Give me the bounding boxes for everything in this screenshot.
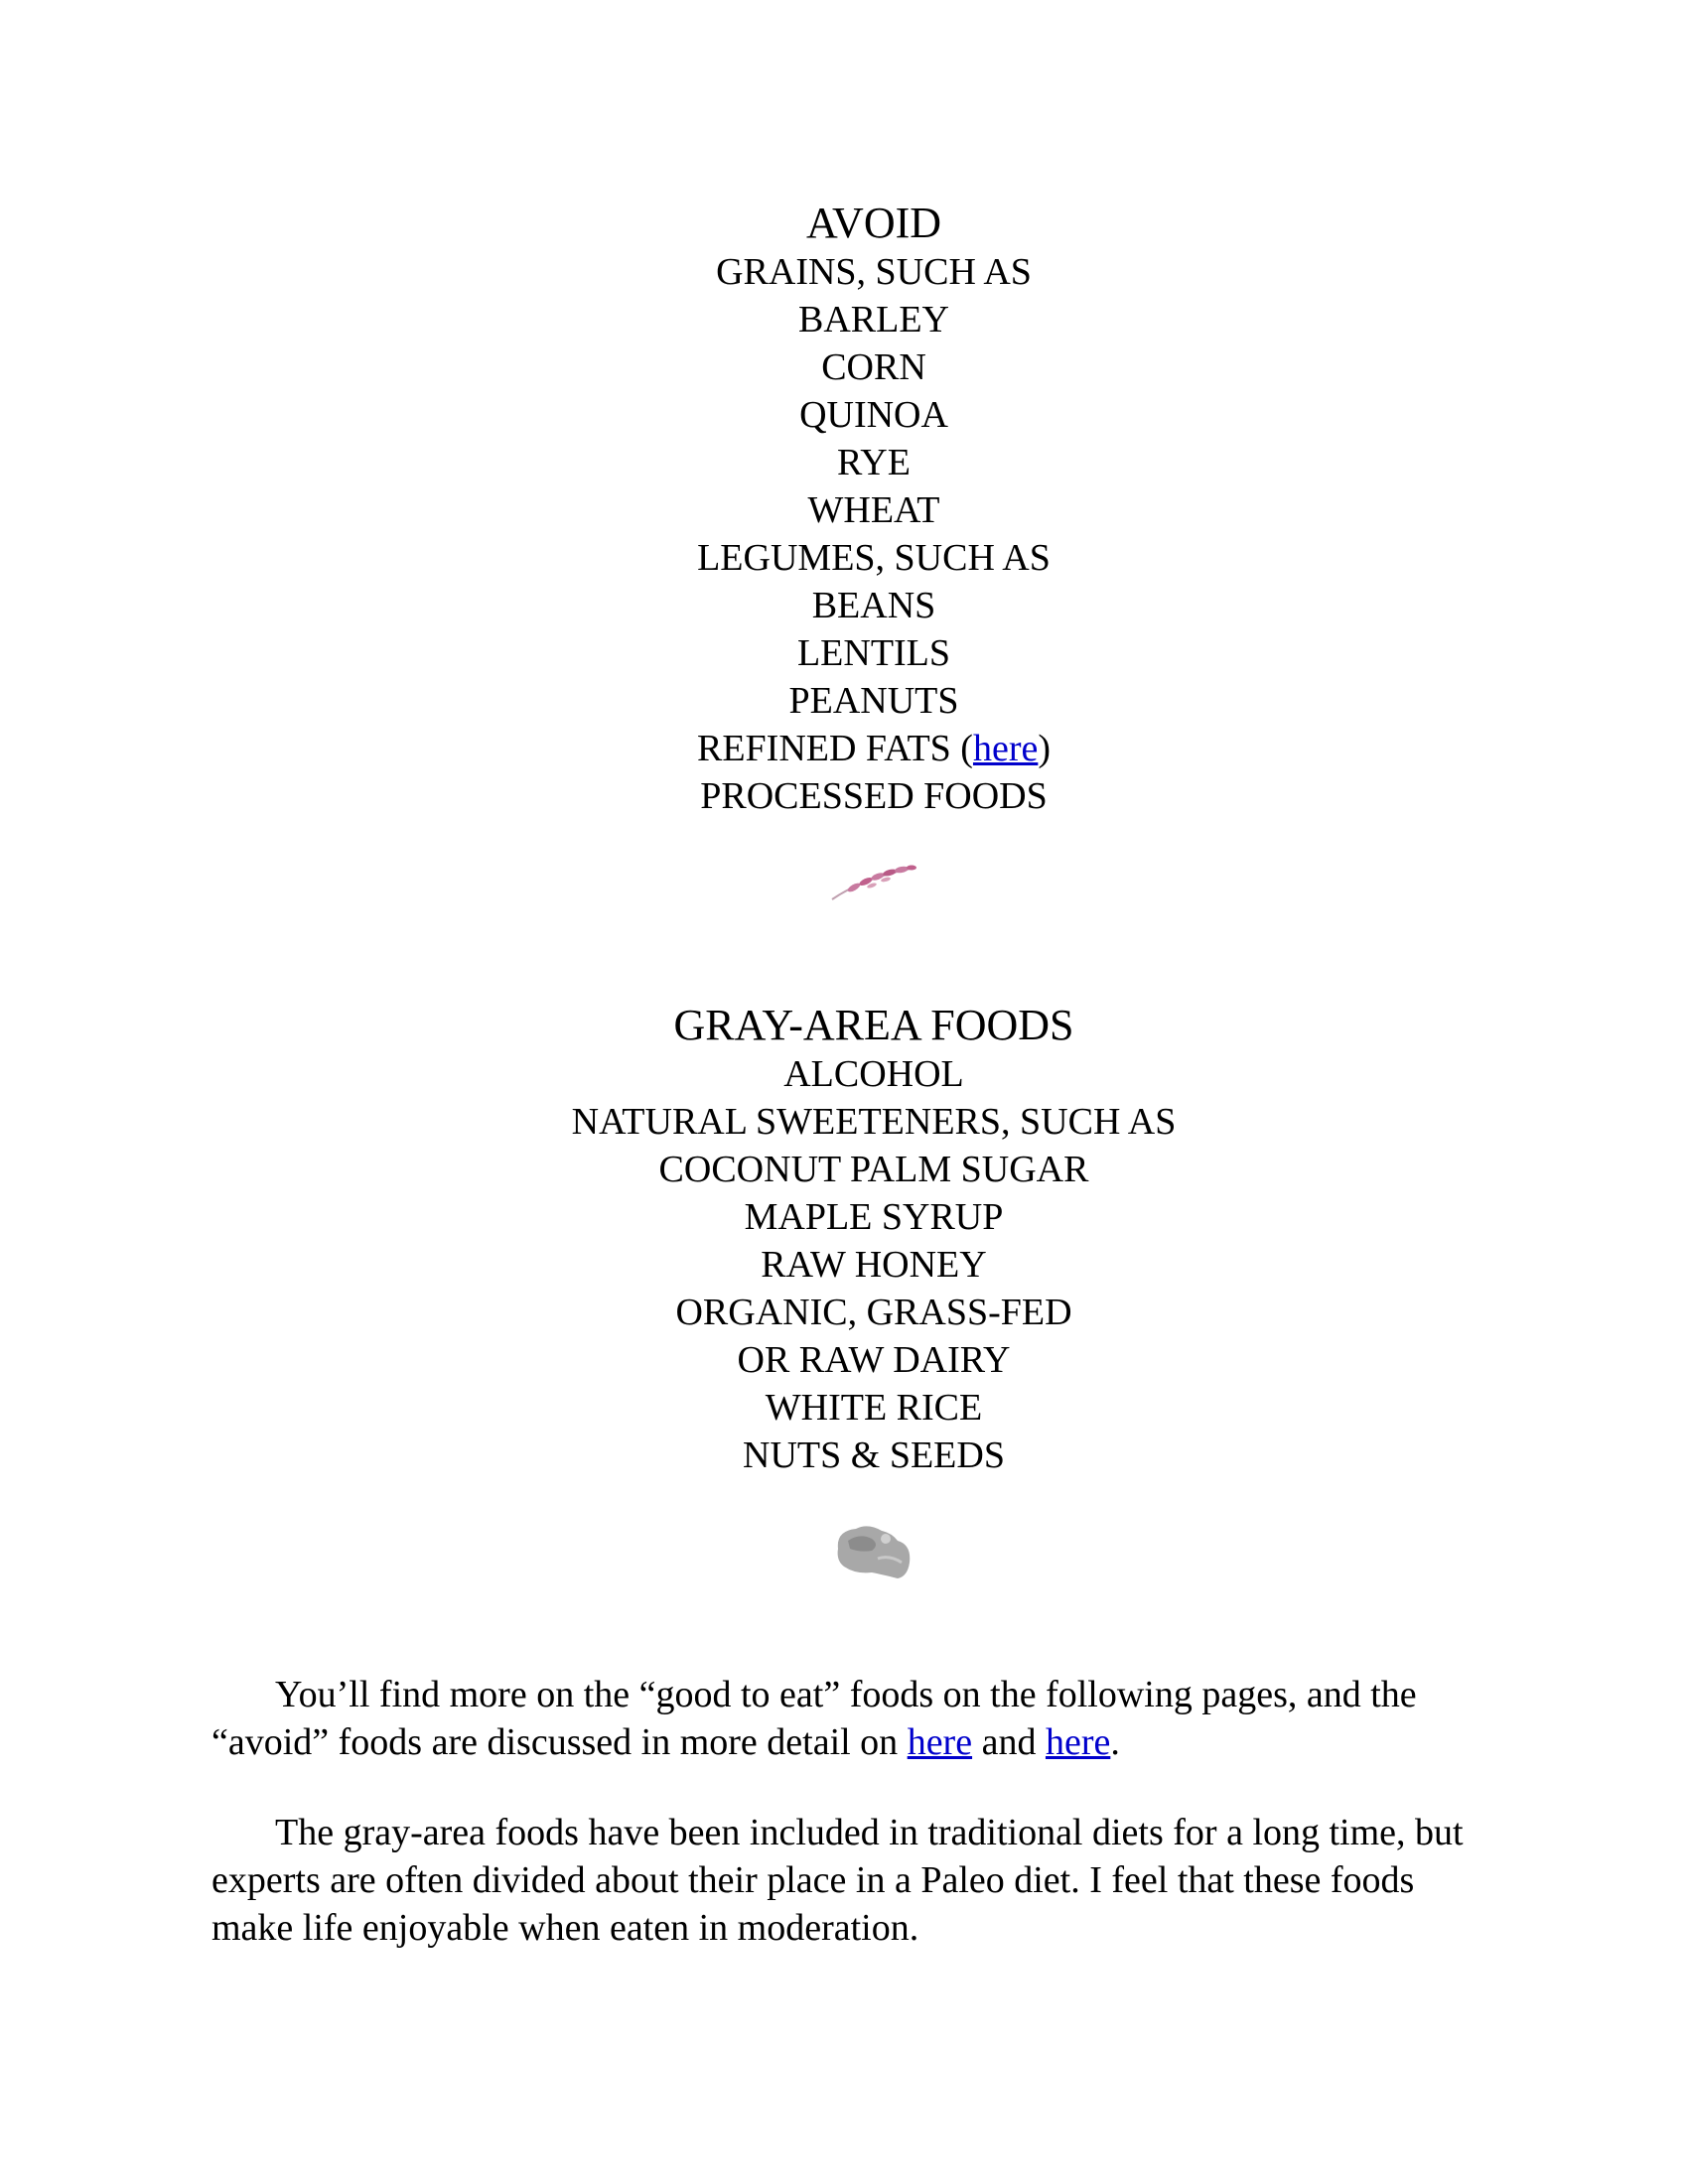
avoid-item: RYE bbox=[837, 442, 911, 483]
paragraph-text: The gray-area foods have been included in traditional diets for a long time, but experts are often divided about their place in a Paleo diet. I feel that these foods make life enjoyable when eaten in moderation. bbox=[211, 1812, 1464, 1949]
avoid-item: WHEAT bbox=[807, 489, 940, 531]
here-link-2[interactable]: here bbox=[1045, 1721, 1111, 1763]
refined-fats-close: ) bbox=[1038, 728, 1052, 769]
gray-area-item: ORGANIC, GRASS-FED bbox=[675, 1292, 1072, 1333]
gray-area-heading: GRAY-AREA FOODS bbox=[673, 1001, 1074, 1049]
avoid-item: PROCESSED FOODS bbox=[700, 775, 1048, 817]
avoid-list bbox=[0, 199, 1688, 820]
gray-area-item: OR RAW DAIRY bbox=[737, 1339, 1011, 1381]
paragraph-text: . bbox=[1110, 1721, 1120, 1763]
avoid-item: CORN bbox=[821, 346, 926, 388]
avoid-item: QUINOA bbox=[799, 394, 948, 436]
gray-area-item: NUTS & SEEDS bbox=[743, 1434, 1005, 1476]
gray-area-item: MAPLE SYRUP bbox=[744, 1196, 1004, 1238]
avoid-item: BEANS bbox=[811, 585, 936, 626]
avoid-item: BARLEY bbox=[798, 299, 949, 341]
paragraph-text: You’ll find more on the “good to eat” foods on the following pages, and the “avoid” foods are discussed in more detail on bbox=[211, 1674, 1417, 1763]
gray-area-list bbox=[0, 1001, 1688, 1479]
avoid-item: GRAINS, SUCH AS bbox=[716, 251, 1032, 293]
gray-area-item: ALCOHOL bbox=[783, 1053, 964, 1095]
avoid-item: LEGUMES, SUCH AS bbox=[697, 537, 1051, 579]
here-link-1[interactable]: here bbox=[907, 1721, 973, 1763]
gray-area-item: NATURAL SWEETENERS, SUCH AS bbox=[571, 1101, 1177, 1143]
avoid-item: LENTILS bbox=[796, 632, 951, 674]
paragraph-gray-area bbox=[211, 1809, 1492, 1952]
gray-blob-icon bbox=[832, 1519, 915, 1584]
paragraph-more-info bbox=[211, 1671, 1492, 1766]
refined-fats-link[interactable]: here bbox=[972, 728, 1039, 769]
avoid-item: PEANUTS bbox=[788, 680, 959, 722]
gray-area-item: COCONUT PALM SUGAR bbox=[658, 1149, 1089, 1190]
paragraph-text: and bbox=[972, 1721, 1046, 1763]
avoid-heading: AVOID bbox=[805, 199, 942, 247]
avoid-item-refined-fats bbox=[0, 725, 1688, 772]
gray-area-item: RAW HONEY bbox=[761, 1244, 987, 1286]
refined-fats-label: REFINED FATS ( bbox=[696, 728, 973, 769]
grain-sprig-icon bbox=[824, 856, 923, 905]
gray-area-item: WHITE RICE bbox=[765, 1387, 983, 1429]
